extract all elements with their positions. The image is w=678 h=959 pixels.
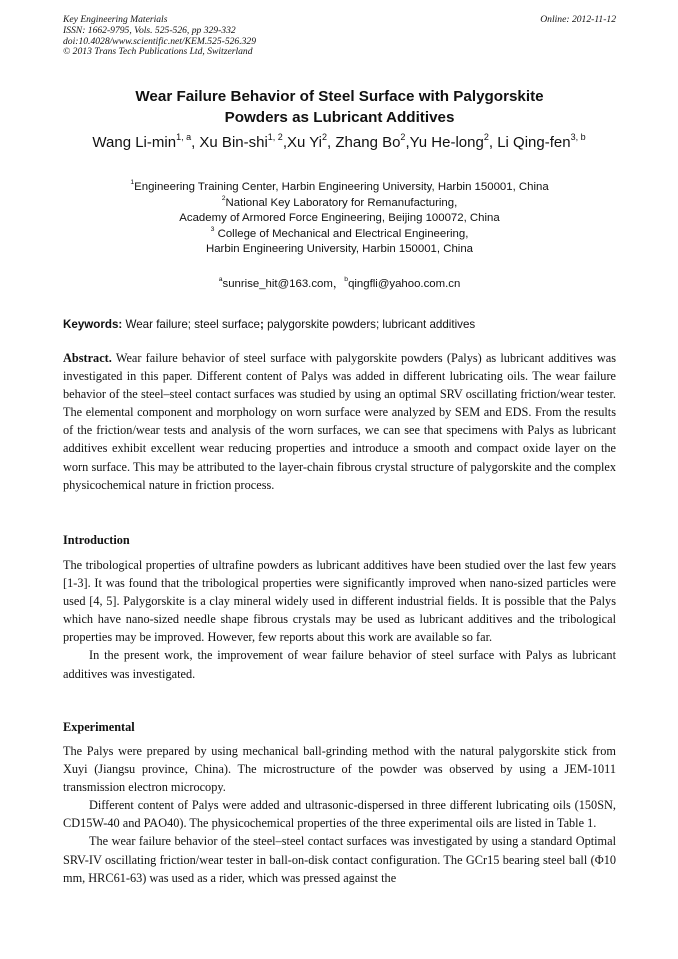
introduction-section: [63, 556, 616, 683]
introduction-heading: Introduction: [63, 533, 130, 547]
keywords-text-2: palygorskite powders; lubricant additives: [263, 318, 476, 331]
author-name: Xu Yi: [286, 134, 323, 151]
affiliation-3: [63, 227, 616, 243]
keywords-label: Keywords:: [63, 318, 123, 331]
affiliation-3-cont: Harbin Engineering University, Harbin 150001, China: [206, 243, 473, 256]
author-affil-mark: 3, b: [570, 131, 586, 142]
affiliations: [63, 180, 616, 258]
affiliation-text: College of Mechanical and Electrical Engineering,: [214, 227, 469, 240]
author-affil-mark: 1, 2: [267, 131, 283, 142]
experimental-heading: Experimental: [63, 720, 135, 734]
author-separator: ,: [488, 134, 498, 151]
keywords-text: Wear failure; steel surface: [122, 318, 260, 331]
author-name: Wang Li-min: [92, 134, 177, 151]
affiliation-text: Engineering Training Center, Harbin Engineering University, Harbin 150001, China: [134, 181, 549, 193]
exp-paragraph-3: The wear failure behavior of the steel–steel contact surfaces was investigated by using a standard Optimal SRV-IV oscillating friction/wear tester in ball-on-disk contact configuration. The GCr15 bearing steel ball (Φ10 mm, HRC61-63) was used as a rider, which was pressed against the: [63, 834, 616, 885]
affiliation-2: [63, 196, 616, 212]
intro-paragraph-2: In the present work, the improvement of wear failure behavior of steel surface with Palys as lubricant additives was investigated.: [63, 648, 616, 681]
keywords-semicolon: ;: [259, 318, 264, 331]
abstract-label: Abstract.: [63, 351, 112, 365]
exp-paragraph-2: Different content of Palys were added and ultrasonic-dispersed in three different lubricating oils (150SN, CD15W-40 and PAO40). The physicochemical properties of the three experimental oils are listed in Table 1.: [63, 798, 616, 831]
author-emails: [63, 277, 616, 292]
online-date: Online: 2012-11-12: [540, 14, 616, 25]
email-mark: a: [218, 276, 223, 284]
email-a[interactable]: sunrise_hit@163.com: [222, 278, 333, 290]
journal-header: [63, 15, 616, 58]
journal-issn: ISSN: 1662-9795, Vols. 525-526, pp 329-332: [63, 24, 236, 36]
experimental-section: [63, 742, 616, 887]
author-name: Zhang Bo: [335, 134, 401, 151]
author-separator: ,: [282, 134, 287, 151]
email-b[interactable]: qingfli@yahoo.com.cn: [348, 278, 461, 290]
journal-name: Key Engineering Materials: [63, 14, 168, 25]
abstract: [63, 349, 616, 494]
author-separator: ,: [405, 134, 410, 151]
journal-copyright: © 2013 Trans Tech Publications Ltd, Switzerland: [63, 46, 253, 58]
author-name: Li Qing-fen: [497, 134, 571, 151]
email-separator: ，: [332, 278, 345, 290]
affiliation-mark: 2: [221, 194, 226, 202]
affiliation-1: [63, 180, 616, 196]
intro-paragraph-1: The tribological properties of ultrafine powders as lubricant additives have been studied over the last few years [1-3]. It was found that the tribological properties were significantly improved when nano-sized particles were used [4, 5]. Palygorskite is a clay mineral widely used in different industrial fields. It is possible that the Palys which have nano-sized needle shape fibrous crystals may be used as lubricant additives and the tribological properties may be improved. However, few reports about this work are available so far.: [63, 558, 616, 645]
author-affil-mark: 2: [322, 131, 328, 142]
affiliation-mark: 3: [210, 225, 215, 233]
email-mark: b: [344, 276, 349, 284]
affiliation-mark: 1: [130, 179, 135, 187]
author-separator: ,: [327, 134, 336, 151]
affiliation-2-cont: Academy of Armored Force Engineering, Beijing 100072, China: [179, 212, 500, 225]
journal-doi: doi:10.4028/www.scientific.net/KEM.525-526.329: [63, 35, 257, 47]
author-separator: ,: [191, 134, 200, 151]
abstract-text: Wear failure behavior of steel surface with palygorskite powders (Palys) as lubricant additives was investigated in this paper. Different content of Palys was added in different lubricating oils. The wear failure behavior of the steel–steel contact surfaces was studied by using an optimal SRV oscillating friction/wear tester. The elemental component and morphology on worn surface were analyzed by SEM and EDS. From the results of the friction/wear tests and analysis of the worn surfaces, we can see that specimens with Palys as lubricant additives exhibit excellent wear reducing properties and introduce a smooth and compact oxide layer on the worn surface. This may be attributed to the layer-chain fibrous crystal structure of palygorskite and the complex physicochemical nature in friction process.: [63, 351, 616, 492]
author-list: [40, 131, 638, 152]
author-affil-mark: 2: [400, 131, 406, 142]
author-name: Yu He-long: [409, 134, 484, 151]
title-line-1: Wear Failure Behavior of Steel Surface with Palygorskite: [135, 88, 544, 105]
title-line-2: Powders as Lubricant Additives: [224, 109, 455, 126]
keywords: [63, 317, 616, 332]
affiliation-text: National Key Laboratory for Remanufacturing,: [225, 196, 458, 209]
paper-title: [63, 86, 616, 128]
author-affil-mark: 2: [483, 131, 489, 142]
exp-paragraph-1: The Palys were prepared by using mechanical ball-grinding method with the natural palygorskite stick from Xuyi (Jiangsu province, China). The microstructure of the powder was observed by using a JEM-1011 transmission electron microcopy.: [63, 744, 616, 795]
author-affil-mark: 1, a: [176, 131, 192, 142]
author-name: Xu Bin-shi: [199, 134, 268, 151]
